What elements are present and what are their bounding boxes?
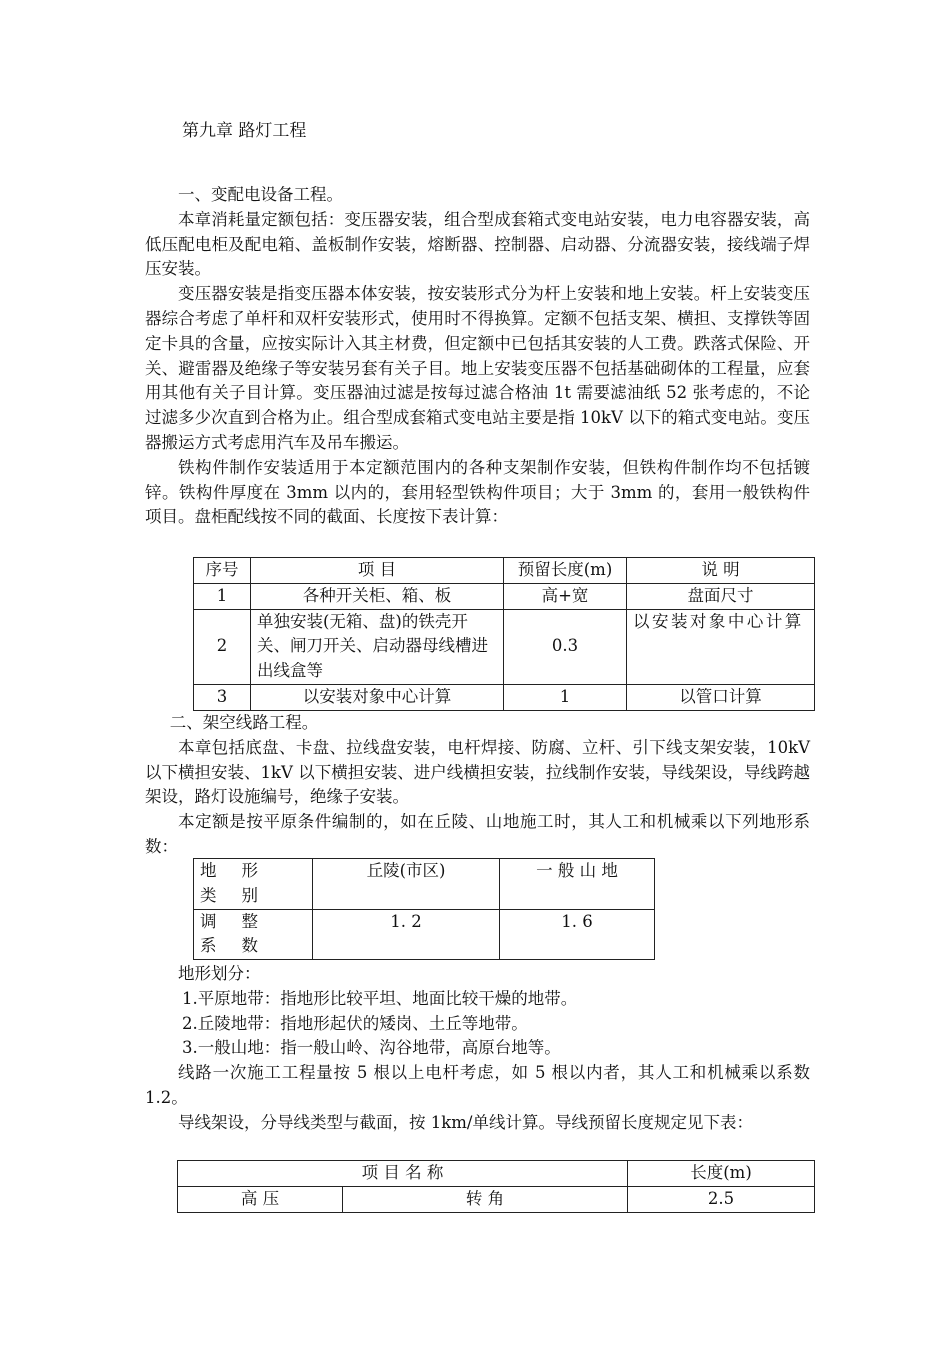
terrain-section <box>145 962 810 1136</box>
table-row <box>194 909 655 960</box>
reserved-length-table <box>193 557 815 711</box>
table-cell: 转 角 <box>343 1186 628 1212</box>
list-item: 1.平原地带：指地形比较平坦、地面比较干燥的地带。 <box>182 988 578 1008</box>
table-header-row <box>194 558 815 584</box>
section-heading: 二、架空线路工程。 <box>169 713 319 732</box>
paragraph: 铁构件制作安装适用于本定额范围内的各种支架制作安装，但铁构件制作均不包括镀锌。铁构件厚度在 3mm 以内的，套用轻型铁构件项目；大于 3mm 的，套用一般铁构件项目。盘柜配线按不同的截面、长度按下表计算： <box>145 457 810 527</box>
section-heading: 一、变配电设备工程。 <box>178 185 343 204</box>
table-cell: 3 <box>194 684 251 710</box>
table-cell: 调 整 系 数 <box>194 909 313 960</box>
table-cell: 0.3 <box>504 609 627 684</box>
paragraph: 变压器安装是指变压器本体安装，按安装形式分为杆上安装和地上安装。杆上安装变压器综合考虑了单杆和双杆安装形式，使用时不得换算。定额不包括支架、横担、支撑铁等固定卡具的含量，应按实际计入其主材费，但定额中已包括其安装的人工费。跌落式保险、开关、避雷器及绝缘子等安装另套有关子目。地上安装变压器不包括基础砌体的工程量，应套用其他有关子目计算。变压器油过滤是按每过滤合格油 1t 需要滤油纸 52 张考虑的，不论过滤多少次直到合格为止。组合型成套箱式变电站主要是指 10kV 以下的箱式变电站。变压器搬运方式考虑用汽车及吊车搬运。 <box>145 284 810 452</box>
table-header-cell: 说 明 <box>627 558 815 584</box>
list-item: 3.一般山地：指一般山岭、沟谷地带，高原台地等。 <box>182 1038 561 1058</box>
table-cell: 1 <box>194 583 251 609</box>
table-header-cell: 项 目 名 称 <box>178 1161 628 1187</box>
list-item: 2.丘陵地带：指地形起伏的矮岗、土丘等地带。 <box>182 1013 528 1033</box>
wire-reserve-table <box>177 1160 815 1213</box>
table-cell: 2.5 <box>628 1186 815 1212</box>
section-1 <box>145 183 810 530</box>
paragraph: 本章消耗量定额包括：变压器安装，组合型成套箱式变电站安装，电力电容器安装，高低压配电柜及配电箱、盖板制作安装，熔断器、控制器、启动器、分流器安装，接线端子焊压安装。 <box>145 209 810 279</box>
table-row <box>194 684 815 710</box>
section-heading: 地形划分： <box>178 964 261 983</box>
table-cell: 丘陵(市区) <box>313 859 500 910</box>
table-row <box>194 609 815 684</box>
table-cell: 地 形 类 别 <box>194 859 313 910</box>
table-cell: 一 般 山 地 <box>500 859 655 910</box>
table-cell: 1. 6 <box>500 909 655 960</box>
table-cell: 盘面尺寸 <box>627 583 815 609</box>
table-cell: 各种开关柜、箱、板 <box>251 583 504 609</box>
table-cell: 单独安装(无箱、盘)的铁壳开关、闸刀开关、启动器母线槽进出线盒等 <box>251 609 504 684</box>
terrain-factor-table <box>193 858 655 960</box>
table-cell: 以安装对象中心计算 <box>627 609 815 684</box>
table-cell: 1 <box>504 684 627 710</box>
table-header-cell: 长度(m) <box>628 1161 815 1187</box>
table-header-cell: 项 目 <box>251 558 504 584</box>
table-header-cell: 序号 <box>194 558 251 584</box>
table-cell: 1. 2 <box>313 909 500 960</box>
table-row <box>194 583 815 609</box>
table-cell: 高 压 <box>178 1186 343 1212</box>
table-cell: 2 <box>194 609 251 684</box>
chapter-title: 第九章 路灯工程 <box>182 121 307 141</box>
table-cell: 以管口计算 <box>627 684 815 710</box>
paragraph: 线路一次施工工程量按 5 根以上电杆考虑，如 5 根以内者，其人工和机械乘以系数 1.2。 <box>145 1063 810 1107</box>
table-cell: 以安装对象中心计算 <box>251 684 504 710</box>
paragraph: 本定额是按平原条件编制的，如在丘陵、山地施工时，其人工和机械乘以下列地形系数： <box>145 812 810 856</box>
table-header-cell: 预留长度(m) <box>504 558 627 584</box>
paragraph: 本章包括底盘、卡盘、拉线盘安装，电杆焊接、防腐、立杆、引下线支架安装，10kV 以下横担安装、1kV 以下横担安装、进户线横担安装，拉线制作安装，导线架设，导线跨越架设，路灯设施编号，绝缘子安装。 <box>145 737 810 807</box>
paragraph: 导线架设，分导线类型与截面，按 1km/单线计算。导线预留长度规定见下表： <box>178 1112 753 1132</box>
section-2 <box>145 711 810 860</box>
table-cell: 高+宽 <box>504 583 627 609</box>
table-header-row <box>178 1161 815 1187</box>
table-row <box>194 859 655 910</box>
table-row <box>178 1186 815 1212</box>
